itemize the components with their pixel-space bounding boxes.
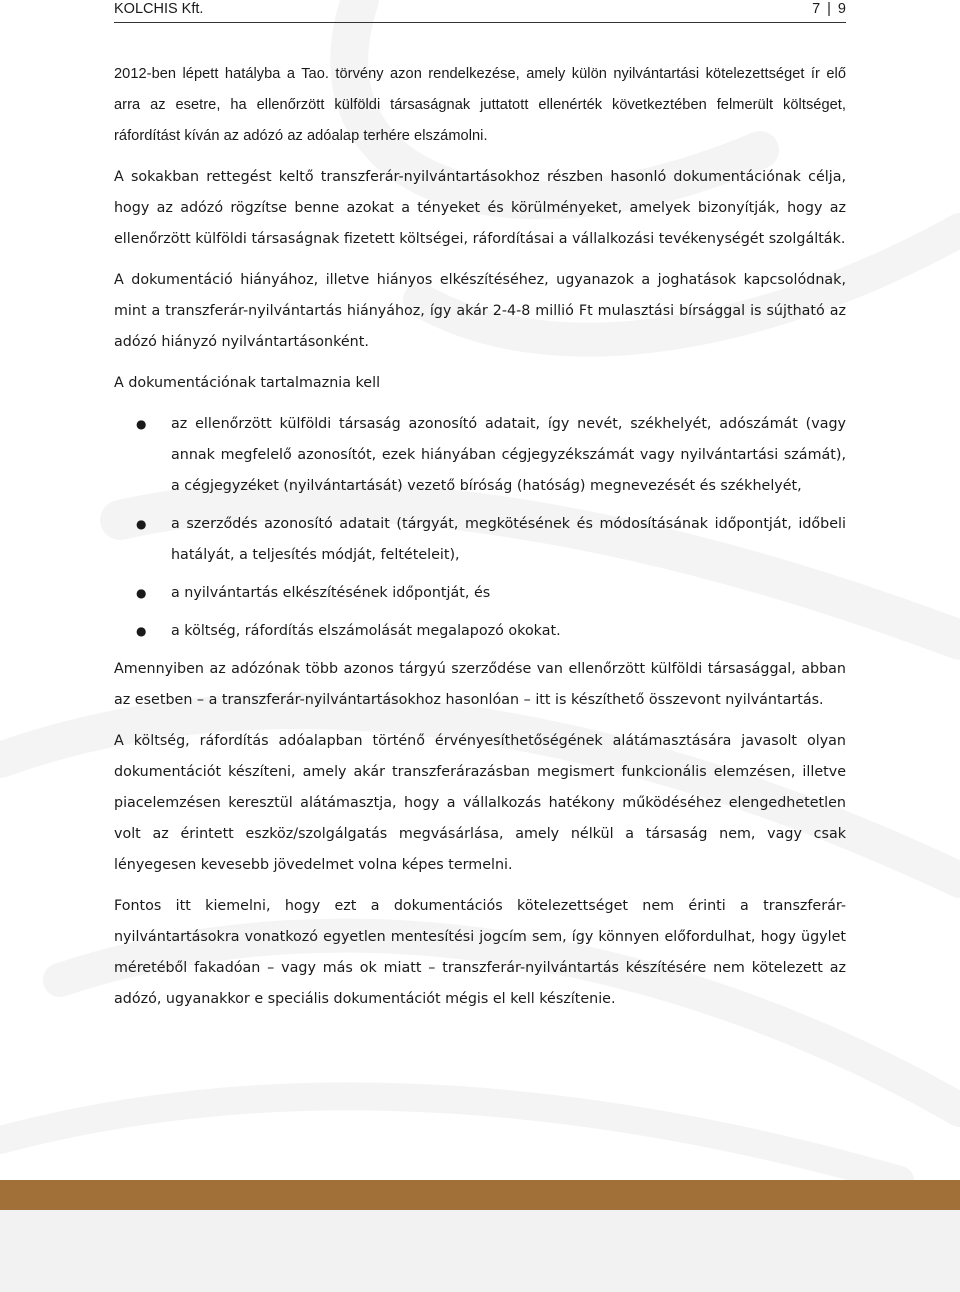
requirements-list	[114, 409, 846, 647]
footer-strip	[0, 1210, 960, 1292]
list-item-text: a költség, ráfordítás elszámolását megalapozó okokat.	[171, 623, 561, 639]
company-name: KOLCHIS Kft.	[114, 1, 204, 17]
bullet-icon: ●	[136, 517, 147, 531]
paragraph-purpose: A sokakban rettegést keltő transzferár-nyilvántartásokhoz részben hasonló dokumentációnak célja, hogy az adózó rögzítse benne azokat a tényeket és körülményeket, amelyek bizonyítják, hogy az ellenőrzött külföldi társaságnak fizetett költségei, ráfordításai a vállalkozási tevékenységét szolgálták.	[114, 169, 846, 247]
list-item-text: a szerződés azonosító adatait (tárgyát, megkötésének és módosításának időpontját, időbeli hatályát, a teljesítés módját, feltételeit),	[171, 516, 846, 563]
bullet-icon: ●	[136, 417, 147, 431]
page-separator: |	[827, 1, 831, 17]
paragraph-penalty: A dokumentáció hiányához, illetve hiányos elkészítéséhez, ugyanazok a joghatások kapcsolódnak, mint a transzferár-nyilvántartás hiányához, így akár 2-4-8 millió Ft mulasztási bírsággal is sújtható az adózó hiányzó nyilvántartásonként.	[114, 272, 846, 350]
page-number	[812, 1, 846, 17]
list-item	[114, 616, 846, 647]
list-item	[114, 409, 846, 502]
list-item	[114, 509, 846, 571]
paragraph-exemption-note: Fontos itt kiemelni, hogy ezt a dokumentációs kötelezettséget nem érinti a transzferár-nyilvántartásokra vonatkozó egyetlen mentesítési jogcím sem, így könnyen előfordulhat, hogy ügylet méretéből fakadóan – vagy más ok miatt – transzferár-nyilvántartás készítésére nem kötelezett az adózó, ugyanakkor e speciális dokumentációt mégis el kell készítenie.	[114, 898, 846, 1007]
list-item	[114, 578, 846, 609]
paragraph-list-intro: A dokumentációnak tartalmaznia kell	[114, 375, 381, 391]
page-total: 9	[837, 1, 846, 17]
footer-band	[0, 1180, 960, 1210]
list-item-text: a nyilvántartás elkészítésének időpontját, és	[171, 585, 491, 601]
page-header	[114, 0, 846, 23]
paragraph-recommendation: A költség, ráfordítás adóalapban történő érvényesíthetőségének alátámasztására javasolt olyan dokumentációt készíteni, amely akár transzferárazásban megismert funkcionális elemzésen, illetve piacelemzésen keresztül alátámasztja, hogy a vállalkozás hatékony működéséhez elengedhetetlen volt az érintett eszköz/szolgálgatás megvásárlása, amely nélkül a társaság nem, vagy csak lényegesen kevesebb jövedelmet volna képes termelni.	[114, 733, 846, 873]
bullet-icon: ●	[136, 586, 147, 600]
document-body	[114, 59, 846, 1025]
bullet-icon: ●	[136, 624, 147, 638]
page-current: 7	[812, 1, 821, 17]
list-item-text: az ellenőrzött külföldi társaság azonosító adatait, így nevét, székhelyét, adószámát (vagy annak megfelelő azonosítót, ezek hiányában cégjegyzékszámát vagy nyilvántartási számát), a cégjegyzéket (nyilvántartását) vezető bíróság (hatóság) megnevezését és székhelyét,	[171, 416, 846, 494]
paragraph-combined-record: Amennyiben az adózónak több azonos tárgyú szerződése van ellenőrzött külföldi társasággal, abban az esetben – a transzferár-nyilvántartásokhoz hasonlóan – itt is készíthető összevont nyilvántartás.	[114, 661, 846, 708]
paragraph-intro: 2012-ben lépett hatályba a Tao. törvény azon rendelkezése, amely külön nyilvántartási kötelezettséget ír elő arra az esetre, ha ellenőrzött külföldi társaságnak juttatott ellenérték következtében felmerült költséget, ráfordítást kíván az adózó az adóalap terhére elszámolni.	[114, 66, 846, 144]
